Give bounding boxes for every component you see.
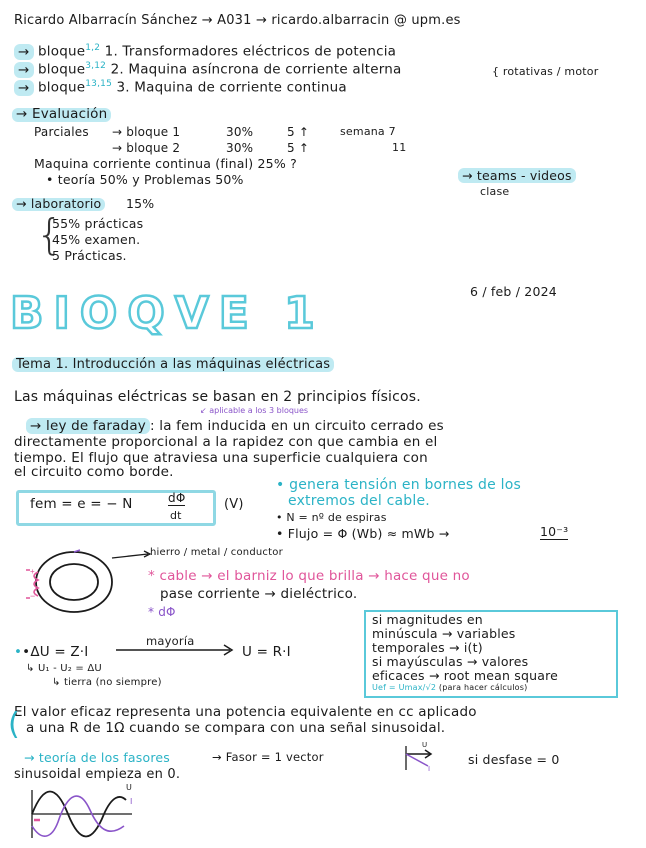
- header-line: Ricardo Albarracín Sánchez → A031 → ricardo.albarracin @ upm.es: [14, 13, 461, 28]
- ohm-lhs: ••ΔU = Z·I: [14, 644, 89, 660]
- eval-row-2-bloque: → bloque 2: [112, 141, 181, 155]
- ohm-sub-2: ↳ tierra (no siempre): [52, 677, 162, 688]
- block-item-2: → bloque$^{3,12}$ 2. Maquina asíncrona de corriente alterna: [14, 62, 402, 77]
- fem-formula-num: dΦ: [168, 491, 186, 505]
- principles-line: Las máquinas eléctricas se basan en 2 principios físicos.: [14, 389, 421, 405]
- fem-unit: (V): [224, 497, 244, 512]
- teams-note: → teams - videos: [458, 170, 576, 183]
- valor-eficaz-paren: (: [8, 707, 20, 742]
- mayoria-label: mayoría: [146, 634, 195, 648]
- magnitudes-line-5: eficaces → root mean square: [372, 668, 559, 683]
- magnitudes-line-3: temporales → i(t): [372, 640, 483, 655]
- block-item-3: → bloque$^{13,15}$ 3. Maquina de corriente continua: [14, 80, 347, 95]
- ohm-rhs: U = R·I: [242, 644, 291, 660]
- eval-row-1-p: 5 ↑: [287, 125, 310, 139]
- laboratorio-brace: {: [36, 210, 63, 259]
- sine-wave-drawing: [28, 783, 138, 842]
- rotativas-note: { rotativas / motor: [492, 65, 599, 78]
- pase-line: pase corriente → dieléctrico.: [160, 586, 358, 602]
- evaluacion-heading: → Evaluación: [12, 108, 111, 122]
- faraday-line-3: tiempo. El flujo que atraviesa una superficie cualquiera con: [14, 450, 428, 466]
- coil-minus-sign: −: [30, 591, 36, 601]
- magnitudes-line-6: Uef = Umax/√2 (para hacer cálculos): [372, 683, 528, 692]
- phasor-i-label: I: [428, 765, 431, 773]
- toroid-coil-drawing: [28, 548, 118, 618]
- teoria-line: • teoría 50% y Problemas 50%: [46, 172, 244, 187]
- faraday-line-4: el circuito como borde.: [14, 464, 174, 480]
- fem-formula-den: dt: [170, 509, 182, 522]
- phasor-u-label: U: [422, 741, 428, 749]
- fasores-lead: → teoría de los fasores: [24, 750, 171, 765]
- magnitudes-line-1: si magnitudes en: [372, 612, 483, 627]
- lab-item-3: 5 Prácticas.: [52, 248, 127, 263]
- flujo-power: 10⁻³: [540, 524, 569, 539]
- teams-note-2: clase: [480, 185, 510, 198]
- desfase-note: si desfase = 0: [468, 752, 560, 767]
- wave-i-label: I: [130, 797, 133, 806]
- ohm-sub-1: ↳ U₁ - U₂ = ΔU: [26, 663, 102, 674]
- fem-formula-lhs: fem = e = − N: [30, 496, 133, 512]
- eval-row-1-semana: semana 7: [340, 125, 396, 138]
- magnitudes-line-4: si mayúsculas → valores: [372, 654, 529, 669]
- valor-eficaz-line-2: a una R de 1Ω cuando se compara con una señal sinusoidal.: [26, 720, 446, 736]
- valor-eficaz-line-1: El valor eficaz representa una potencia equivalente en cc aplicado: [14, 704, 477, 720]
- laboratorio-pct: 15%: [126, 196, 155, 211]
- fasores-line-2: sinusoidal empieza en 0.: [14, 767, 181, 782]
- hierro-arrow: [112, 550, 152, 562]
- lab-item-2: 45% examen.: [52, 232, 141, 247]
- phasor-icon: [400, 741, 440, 774]
- eval-row-2-semana: 11: [392, 141, 407, 154]
- hierro-label: hierro / metal / conductor: [150, 547, 283, 558]
- eval-row-2-p: 5 ↑: [287, 141, 310, 155]
- date: 6 / feb / 2024: [470, 284, 557, 299]
- block-item-1: → bloque$^{1,2}$ 1. Transformadores eléctricos de potencia: [14, 44, 396, 59]
- n-espiras-line: • N = nº de espiras: [276, 511, 387, 524]
- coil-plus-sign: +: [30, 567, 35, 576]
- tema-title: Tema 1. Introducción a las máquinas eléctricas: [12, 358, 334, 371]
- faraday-line-1: → ley de faraday : la fem inducida en un circuito cerrado es: [26, 420, 444, 434]
- magnitudes-line-2: minúscula → variables: [372, 626, 516, 641]
- wave-u-label: U: [126, 783, 132, 792]
- laboratorio-heading: → laboratorio: [12, 198, 105, 211]
- big-title: BIOQVE 1: [10, 288, 325, 339]
- mayoria-arrow: [116, 644, 236, 656]
- parciales-label: Parciales: [34, 125, 89, 139]
- flujo-line: • Flujo = Φ (Wb) ≈ mWb →: [276, 526, 450, 541]
- eval-row-2-pct: 30%: [226, 141, 254, 155]
- final-line: Maquina corriente continua (final) 25% ?: [34, 156, 297, 171]
- fasores-mid: → Fasor = 1 vector: [212, 750, 324, 764]
- aplicable-note: ↙ aplicable a los 3 bloques: [200, 406, 309, 415]
- genera-line-2: extremos del cable.: [288, 493, 430, 509]
- eval-row-1-bloque: → bloque 1: [112, 125, 181, 139]
- dphi-note: * dΦ: [148, 605, 176, 619]
- faraday-line-2: directamente proporcional a la rapidez con que cambia en el: [14, 434, 438, 450]
- genera-line-1: • genera tensión en bornes de los: [276, 477, 521, 493]
- eval-row-1-pct: 30%: [226, 125, 254, 139]
- lab-item-1: 55% prácticas: [52, 216, 144, 231]
- cable-line: * cable → el barniz lo que brilla → hace que no: [148, 568, 470, 584]
